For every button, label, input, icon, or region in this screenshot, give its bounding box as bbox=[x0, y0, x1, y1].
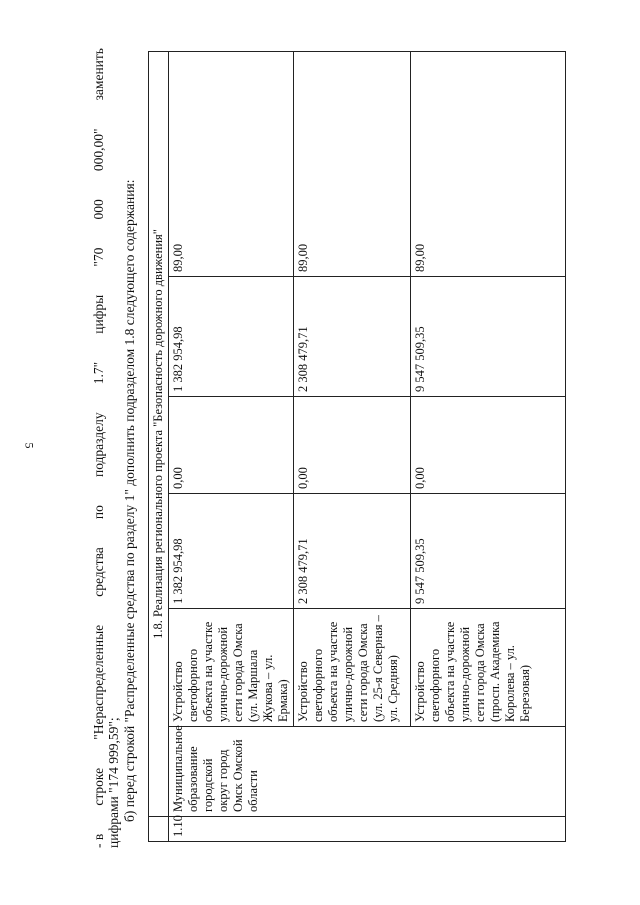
table-row bbox=[294, 51, 411, 841]
intro-word: 000,00" bbox=[91, 128, 106, 172]
subsection-table bbox=[148, 51, 566, 842]
col2-cell: 0,00 bbox=[411, 397, 566, 494]
intro-word: строке bbox=[91, 767, 106, 806]
intro-word: заменить bbox=[91, 48, 106, 101]
intro-line-1 bbox=[91, 48, 107, 848]
intro-word: "Нераспределенные bbox=[91, 624, 106, 740]
intro-word: 000 bbox=[91, 199, 106, 220]
table-row bbox=[411, 51, 566, 841]
description-cell: Устройство светофорного объекта на участке улично-дорожной сети города Омска (ул. 25-я Северная – ул. Средняя) bbox=[294, 609, 411, 727]
col2-cell: 0,00 bbox=[169, 397, 294, 494]
intro-word: средства bbox=[91, 547, 106, 597]
table-row bbox=[169, 51, 294, 841]
rotated-content bbox=[82, 48, 602, 848]
percent-cell: 89,00 bbox=[411, 51, 566, 276]
col3-cell: 1 382 954,98 bbox=[169, 277, 294, 397]
intro-word: по bbox=[91, 505, 106, 520]
row-number: 1.10 bbox=[169, 817, 566, 842]
municipality-cell: Муниципальное образование городской округ город Омск Омской области bbox=[169, 727, 566, 817]
col3-cell: 9 547 509,35 bbox=[411, 277, 566, 397]
total-cell: 2 308 479,71 bbox=[294, 494, 411, 609]
intro-word: - в bbox=[91, 833, 106, 848]
percent-cell: 89,00 bbox=[169, 51, 294, 276]
section-header-row bbox=[149, 51, 169, 841]
description-cell: Устройство светофорного объекта на участке улично-дорожной сети города Омска (ул. Маршала Жукова – ул. Ермака) bbox=[169, 609, 294, 727]
intro-word: 1.7" bbox=[91, 361, 106, 385]
empty-cell bbox=[149, 817, 169, 842]
intro-line-3: б) перед строкой "Распределенные средства по разделу 1" дополнить подразделом 1.8 следующего содержания: bbox=[122, 179, 137, 822]
percent-cell: 89,00 bbox=[294, 51, 411, 276]
total-cell: 1 382 954,98 bbox=[169, 494, 294, 609]
total-cell: 9 547 509,35 bbox=[411, 494, 566, 609]
col3-cell: 2 308 479,71 bbox=[294, 277, 411, 397]
description-cell: Устройство светофорного объекта на участке улично-дорожной сети города Омска (просп. Академика Королева – ул. Березовая) bbox=[411, 609, 566, 727]
intro-word: подразделу bbox=[91, 412, 106, 478]
page-number: 5 bbox=[22, 442, 37, 449]
section-header: 1.8. Реализация регионального проекта "Безопасность дорожного движения" bbox=[149, 51, 169, 816]
intro-line-2: цифрами "174 999,59"; bbox=[106, 717, 121, 848]
intro-word: "70 bbox=[91, 247, 106, 267]
intro-word: цифры bbox=[91, 294, 106, 334]
col2-cell: 0,00 bbox=[294, 397, 411, 494]
